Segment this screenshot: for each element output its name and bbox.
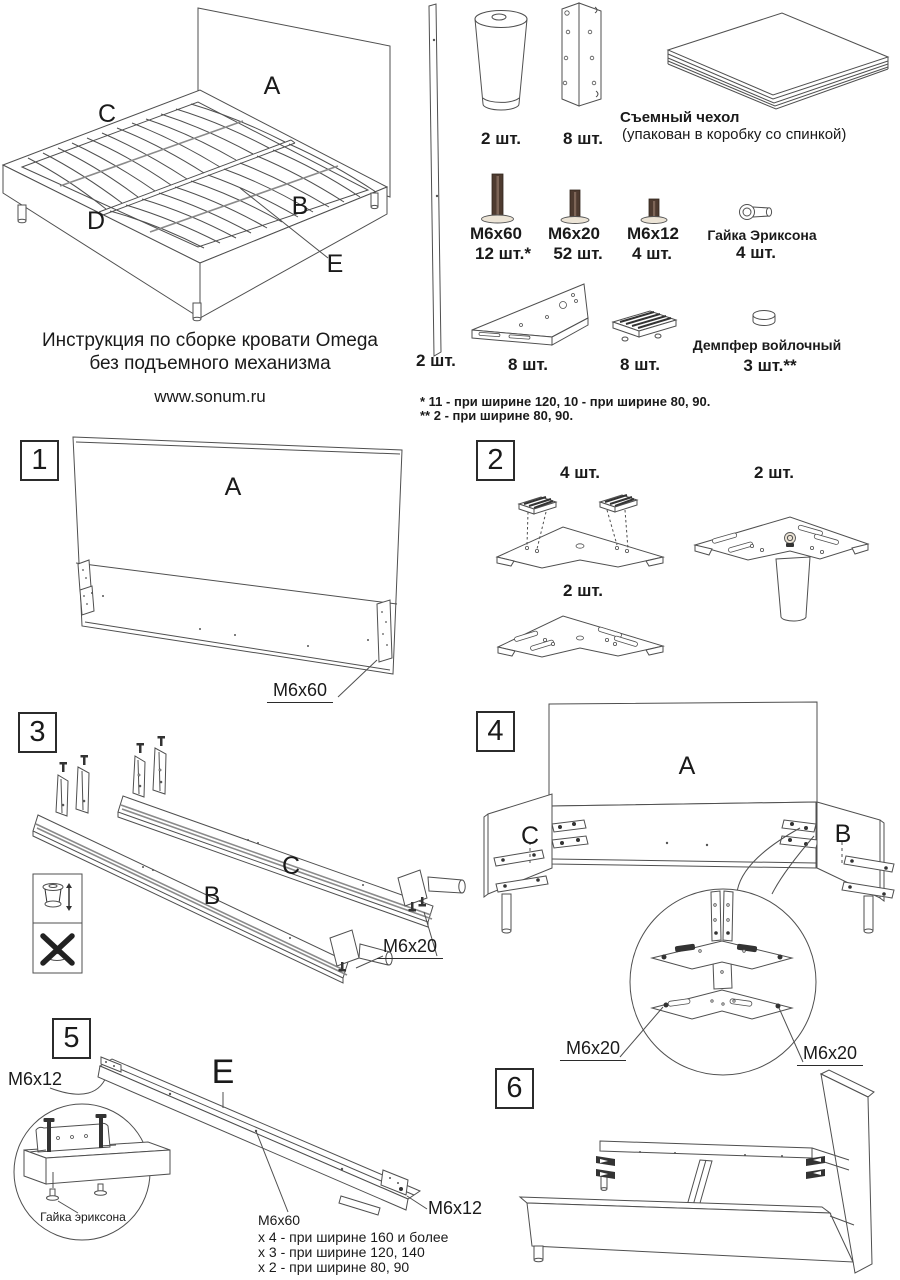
side-strip-qty: 2 шт. <box>416 351 456 370</box>
step3-fastener-label: M6x20 <box>377 937 443 959</box>
step3-label-c: C <box>281 852 301 880</box>
step5-usage-line1: x 4 - при ширине 160 и более <box>258 1229 449 1245</box>
step2-plain-plate-qty: 2 шт. <box>563 581 603 600</box>
cover-name: Съемный чехол <box>620 109 740 126</box>
step4-fastener-left-label: M6x20 <box>560 1039 626 1061</box>
step4-label-c: C <box>520 822 540 850</box>
erikson-nut-qty: 4 шт. <box>736 243 776 262</box>
page-title-line2: без подъемного механизма <box>89 353 331 374</box>
step5-usage-line2: x 3 - при ширине 120, 140 <box>258 1244 425 1260</box>
page-title-line1: Инструкция по сборке кровати Omega <box>42 330 378 351</box>
part-erikson-nut-drawing <box>740 205 772 220</box>
part-leg-drawing <box>475 11 527 111</box>
part-cover-drawing <box>668 13 888 109</box>
part-felt-pad-drawing <box>613 311 676 341</box>
bolt-m6x60-qty: 12 шт.* <box>475 244 531 263</box>
step2-drawing <box>497 495 868 657</box>
step5-fastener-top-label: M6x12 <box>8 1069 63 1089</box>
overview-label-b: B <box>291 192 309 220</box>
corner-bracket-qty: 8 шт. <box>563 129 603 148</box>
part-damper-drawing <box>753 311 775 326</box>
part-corner-bracket-drawing <box>562 3 601 106</box>
step5-label-e: E <box>211 1053 235 1091</box>
step6-drawing <box>520 1070 874 1273</box>
leg-qty: 2 шт. <box>481 129 521 148</box>
part-bolt-m6x20-drawing <box>561 190 589 224</box>
step2-leg-plate-qty: 2 шт. <box>754 463 794 482</box>
footnote-1: * 11 - при ширине 120, 10 - при ширине 80, 90. <box>420 394 711 409</box>
bolt-m6x20-qty: 52 шт. <box>553 244 603 263</box>
step5-nut-label: Гайка эриксона <box>40 1210 126 1224</box>
step1-number: 1 <box>20 440 59 481</box>
corner-plate-qty: 8 шт. <box>508 355 548 374</box>
part-bolt-m6x60-drawing <box>482 174 514 223</box>
felt-pad-qty: 8 шт. <box>620 355 660 374</box>
step4-label-b: B <box>834 820 852 848</box>
cover-note: (упакован в коробку со спинкой) <box>622 126 847 143</box>
website-url: www.sonum.ru <box>154 387 266 406</box>
step6-number: 6 <box>495 1068 534 1109</box>
step5-fastener-right-label: M6x12 <box>428 1198 483 1218</box>
step5-usage-title: M6x60 <box>258 1212 301 1228</box>
bolt-m6x12-qty: 4 шт. <box>632 244 672 263</box>
overview-label-e: E <box>326 250 344 278</box>
bolt-m6x60-name: M6x60 <box>470 224 522 243</box>
part-corner-plate-drawing <box>472 284 588 345</box>
overview-label-a: A <box>263 72 281 100</box>
step5-number: 5 <box>52 1018 91 1059</box>
bolt-m6x12-name: M6x12 <box>627 224 679 243</box>
step1-fastener-label: M6x60 <box>267 681 333 703</box>
step5-usage-line3: x 2 - при ширине 80, 90 <box>258 1259 410 1275</box>
part-side-strip-drawing <box>429 4 441 356</box>
overview-label-c: C <box>97 100 117 128</box>
part-bolt-m6x12-drawing <box>641 199 667 224</box>
footnote-2: ** 2 - при ширине 80, 90. <box>420 408 574 423</box>
step2-number: 2 <box>476 440 515 481</box>
step4-fastener-right-label: M6x20 <box>797 1044 863 1066</box>
overview-label-d: D <box>86 207 106 235</box>
damper-name: Демпфер войлочный <box>692 337 842 353</box>
damper-qty: 3 шт.** <box>743 356 797 375</box>
step3-label-b: B <box>203 882 221 910</box>
erikson-nut-name: Гайка Эриксона <box>707 227 817 243</box>
step4-label-a: A <box>678 752 696 780</box>
step4-number: 4 <box>476 711 515 752</box>
bolt-m6x20-name: M6x20 <box>548 224 600 243</box>
step3-number: 3 <box>18 712 57 753</box>
step1-label-a: A <box>224 473 242 501</box>
step2-pads-qty: 4 шт. <box>560 463 600 482</box>
